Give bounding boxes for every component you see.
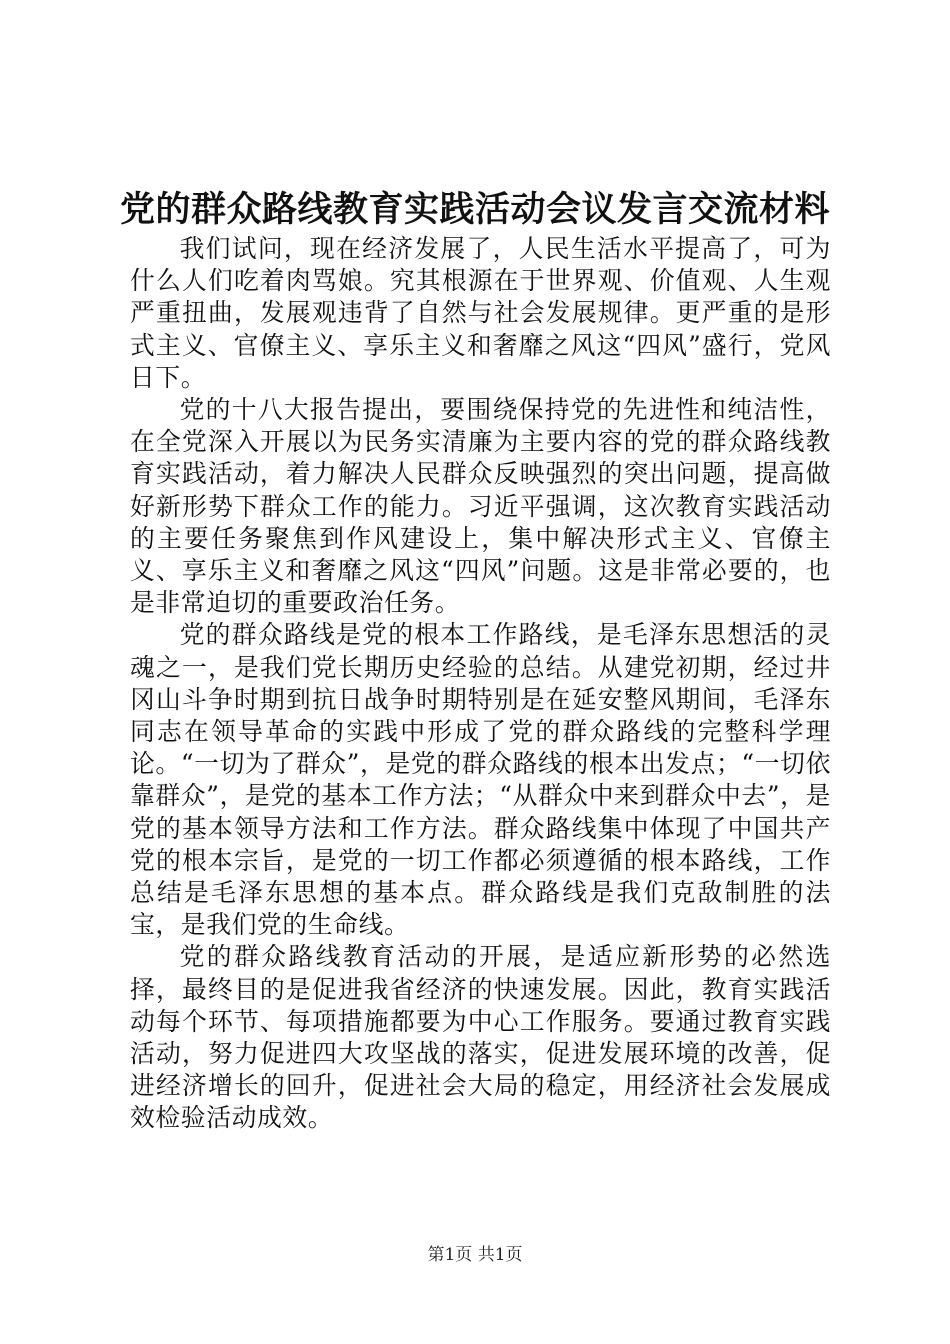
document-body	[130, 233, 831, 1135]
page-footer: 第1页 共1页	[427, 1245, 523, 1265]
paragraph-2: 党的十八大报告提出，要围绕保持党的先进性和纯洁性，在全党深入开展以为民务实清廉为主要内容的党的群众路线教育实践活动，着力解决人民群众反映强烈的突出问题，提高做好新形势下群众工作的能力。习近平强调，这次教育实践活动的主要任务聚焦到作风建设上，集中解决形式主义、官僚主义、享乐主义和奢靡之风这“四风”问题。这是非常必要的，也是非常迫切的重要政治任务。	[130, 395, 831, 618]
paragraph-3: 党的群众路线是党的根本工作路线，是毛泽东思想活的灵魂之一，是我们党长期历史经验的总结。从建党初期，经过井冈山斗争时期到抗日战争时期特别是在延安整风期间，毛泽东同志在领导革命的实践中形成了党的群众路线的完整科学理论。“一切为了群众”，是党的群众路线的根本出发点；“一切依靠群众”，是党的基本工作方法；“从群众中来到群众中去”，是党的基本领导方法和工作方法。群众路线集中体现了中国共产党的根本宗旨，是党的一切工作都必须遵循的根本路线，工作总结是毛泽东思想的基本点。群众路线是我们克敌制胜的法宝，是我们党的生命线。	[130, 620, 831, 940]
paragraph-1: 我们试问，现在经济发展了，人民生活水平提高了，可为什么人们吃着肉骂娘。究其根源在于世界观、价值观、人生观严重扭曲，发展观违背了自然与社会发展规律。更严重的是形式主义、官僚主义、享乐主义和奢靡之风这“四风”盛行，党风日下。	[130, 234, 831, 392]
paragraph-4: 党的群众路线教育活动的开展，是适应新形势的必然选择，最终目的是促进我省经济的快速发展。因此，教育实践活动每个环节、每项措施都要为中心工作服务。要通过教育实践活动，努力促进四大攻坚战的落实，促进发展环境的改善，促进经济增长的回升，促进社会大局的稳定，用经济社会发展成效检验活动成效。	[130, 942, 831, 1133]
document-title: 党的群众路线教育实践活动会议发言交流材料	[119, 189, 830, 230]
